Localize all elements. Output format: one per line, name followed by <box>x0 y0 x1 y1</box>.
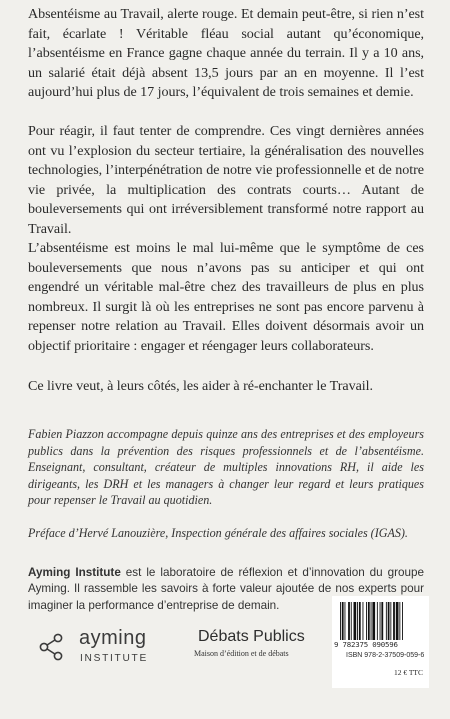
price-label: 12 € TTC <box>393 668 423 677</box>
barcode-bar <box>359 602 361 640</box>
barcode-label <box>332 596 429 688</box>
barcode-bar <box>388 602 390 640</box>
barcode-bar <box>381 602 383 640</box>
barcode-bar <box>342 602 344 640</box>
paragraph-intro <box>28 5 424 103</box>
ayming-logo-name: ayming <box>79 627 147 649</box>
barcode-bar <box>354 602 357 640</box>
barcode-bar <box>371 602 372 640</box>
barcode-bar <box>399 602 400 640</box>
share-nodes-icon <box>37 632 65 662</box>
barcode-bar <box>368 602 370 640</box>
publisher-logo-name: Débats Publics <box>198 628 305 645</box>
barcode-bar <box>372 602 375 640</box>
barcode-bar <box>393 602 395 640</box>
barcode-bar <box>348 602 350 640</box>
institute-text: est le laboratoire de réflexion et d’innovation du groupe Ayming. Il rassemble les savoirs à forte valeur ajoutée de nos experts pour imaginer la performance d’entreprise de demain. <box>28 566 424 612</box>
barcode-bar <box>402 602 403 640</box>
barcode-digits: 9 782375 090596 <box>334 640 398 649</box>
paragraph-conclusion <box>28 377 424 397</box>
isbn-number: ISBN 978-2-37509-059-6 <box>346 652 425 659</box>
ayming-logo-sub: INSTITUTE <box>80 653 148 664</box>
paragraph-2-text: Pour réagir, il faut tenter de comprendre. Ces vingt dernières années ont vu l’explosion du secteur tertiaire, la généralisation des nouvelles technologies, l’interpénétration de notre vie professionnelle et de notre vie privée, la multiplication des contrats courts… Autant de bouleversements qui ont irréversiblement transformé notre rapport au Travail. <box>28 123 424 237</box>
barcode-bar <box>340 602 341 640</box>
publisher-logo-sub: Maison d’édition et de débats <box>194 649 289 658</box>
barcode-bar <box>380 602 381 640</box>
author-bio: Fabien Piazzon accompagne depuis quinze ans des entreprises et des employeurs publics dans la prévention des risques professionnels et de l’absentéisme. Enseignant, consultant, créateur de multiples innovations RH, il aide les dirigeants, les DRH et les managers à changer leur regard et leurs pratiques pour repenser le Travail au quotidien. <box>28 427 424 508</box>
barcode-bar <box>366 602 367 640</box>
barcode-bar <box>363 602 364 640</box>
barcode-bar <box>357 602 358 640</box>
barcode-bar <box>377 602 378 640</box>
barcode-icon <box>340 602 423 640</box>
paragraph-1-text: Absentéisme au Travail, alerte rouge. Et demain peut-être, si rien n’est fait, écarlate ! Véritable fléau social autant qu’économique, l’absentéisme en France gagne chaque année du terrain. Il y a 10 ans, un salarié était déjà absent 13,5 jours par an en moyenne. Il l’est aujourd’hui plus de 17 jours, l’équivalent de trois semaines et demie. <box>28 6 424 101</box>
paragraph-3-text: L’absentéisme est moins le mal lui-même que le symptôme de ces bouleversements que nous n’avons pas su anticiper et qui ont engendré un véritable mal-être chez des travailleurs de plus en plus nombreux. Il surgit là où les entreprises ne sont pas encore parvenu à repenser notre relation au Travail. Elles doivent désormais avoir un objectif prioritaire : engager et réengager leurs collaborateurs. <box>28 240 424 354</box>
barcode-bar <box>345 602 346 640</box>
institute-name: Ayming Institute <box>28 566 121 579</box>
paragraph-4-text: Ce livre veut, à leurs côtés, les aider à ré-enchanter le Travail. <box>28 378 373 394</box>
barcode-bar <box>351 602 352 640</box>
barcode-bar <box>386 602 387 640</box>
paragraph-analysis <box>28 239 424 357</box>
paragraph-context <box>28 122 424 240</box>
preface-credit: Préface d’Hervé Lanouzière, Inspection générale des affaires sociales (IGAS). <box>28 526 408 540</box>
barcode-bar <box>390 602 391 640</box>
barcode-bar <box>396 602 399 640</box>
